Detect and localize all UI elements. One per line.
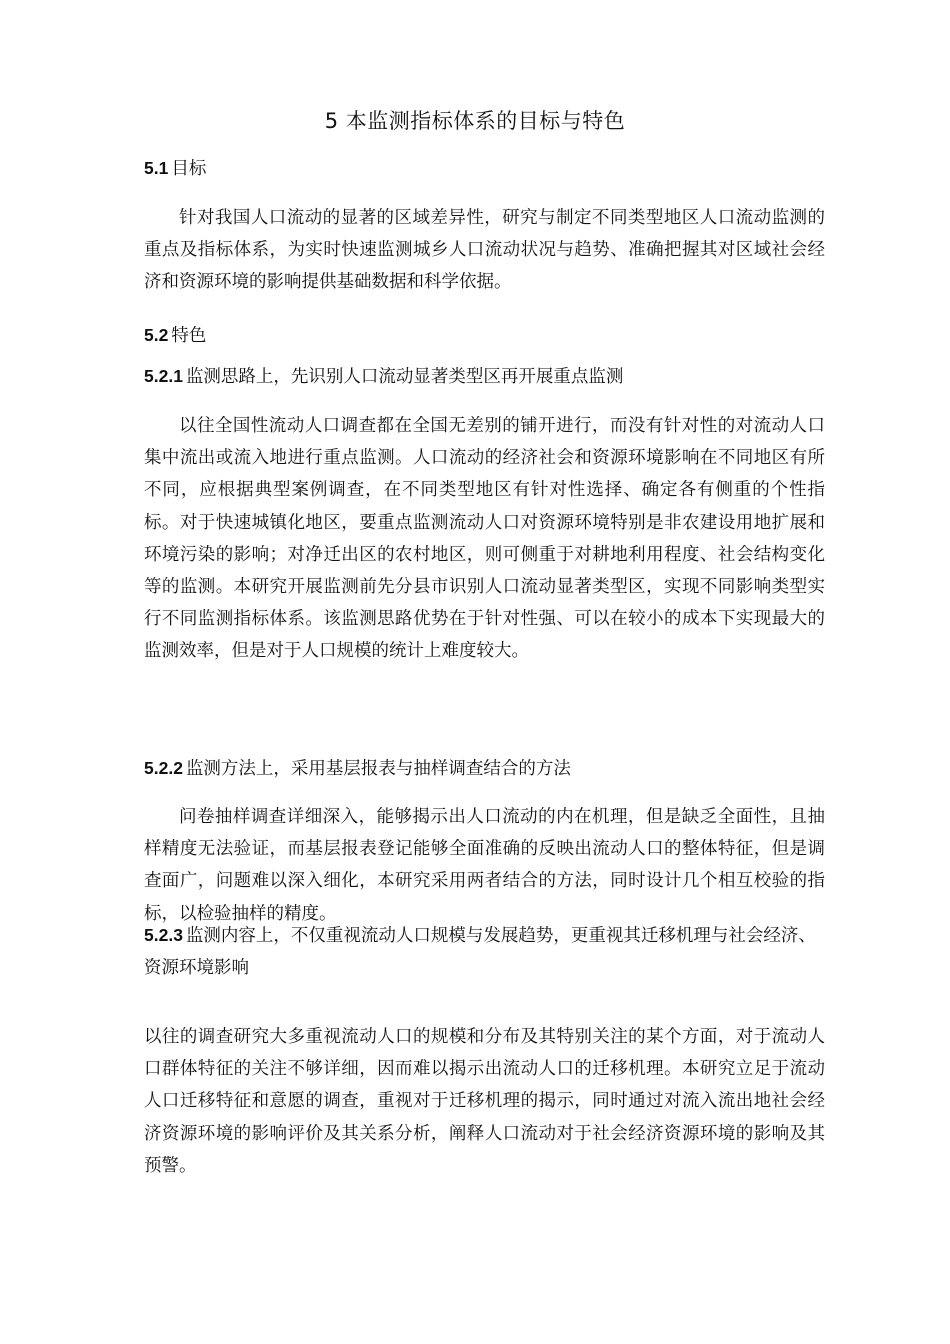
section-number: 5.2.2 <box>144 758 183 778</box>
section-number: 5.2 <box>144 325 169 345</box>
section-5-2-heading <box>144 322 824 349</box>
section-5-1-paragraph: 针对我国人口流动的显著的区域差异性，研究与制定不同类型地区人口流动监测的重点及指标体系，为实时快速监测城乡人口流动状况与趋势、准确把握其对区域社会经济和资源环境的影响提供基础数据和科学依据。 <box>144 208 825 293</box>
section-title: 监测方法上，采用基层报表与抽样调查结合的方法 <box>185 759 571 779</box>
section-title: 特色 <box>171 326 207 346</box>
section-5-2-3-paragraph: 以往的调查研究大多重视流动人口的规模和分布及其特别关注的某个方面，对于流动人口群体特征的关注不够详细，因而难以揭示出流动人口的迁移机理。本研究立足于流动人口迁移特征和意愿的调查，重视对于迁移机理的揭示，同时通过对流入流出地社会经济资源环境的影响评价及其关系分析，阐释人口流动对于社会经济资源环境的影响及其预警。 <box>144 1027 825 1176</box>
section-title: 监测思路上，先识别人口流动显著类型区再开展重点监测 <box>185 367 624 387</box>
section-5-2-2-heading <box>144 755 824 782</box>
section-number: 5.2.1 <box>144 366 183 386</box>
section-number: 5.1 <box>144 158 169 178</box>
section-number: 5.2.3 <box>144 925 183 945</box>
page-title: 5 本监测指标体系的目标与特色 <box>324 109 626 133</box>
section-5-2-2-paragraph: 问卷抽样调查详细深入，能够揭示出人口流动的内在机理，但是缺乏全面性，且抽样精度无法验证，而基层报表登记能够全面准确的反映出流动人口的整体特征，但是调查面广，问题难以深入细化，本研究采用两者结合的方法，同时设计几个相互校验的指标，以检验抽样的精度。 <box>144 807 825 924</box>
section-5-2-3-heading <box>144 919 824 984</box>
section-5-2-1-heading <box>144 363 824 390</box>
section-title: 监测内容上，不仅重视流动人口规模与发展趋势，更重视其迁移机理与社会经济、资源环境影响 <box>144 926 816 978</box>
section-5-2-1-paragraph: 以往全国性流动人口调查都在全国无差别的铺开进行，而没有针对性的对流动人口集中流出或流入地进行重点监测。人口流动的经济社会和资源环境影响在不同地区有所不同，应根据典型案例调查，在不同类型地区有针对性选择、确定各有侧重的个性指标。对于快速城镇化地区，要重点监测流动人口对资源环境特别是非农建设用地扩展和环境污染的影响；对净迁出区的农村地区，则可侧重于对耕地利用程度、社会结构变化等的监测。本研究开展监测前先分县市识别人口流动显著类型区，实现不同影响类型实行不同监测指标体系。该监测思路优势在于针对性强、可以在较小的成本下实现最大的监测效率，但是对于人口规模的统计上难度较大。 <box>144 416 825 662</box>
section-title: 目标 <box>171 159 207 179</box>
section-5-1-heading <box>144 155 824 182</box>
